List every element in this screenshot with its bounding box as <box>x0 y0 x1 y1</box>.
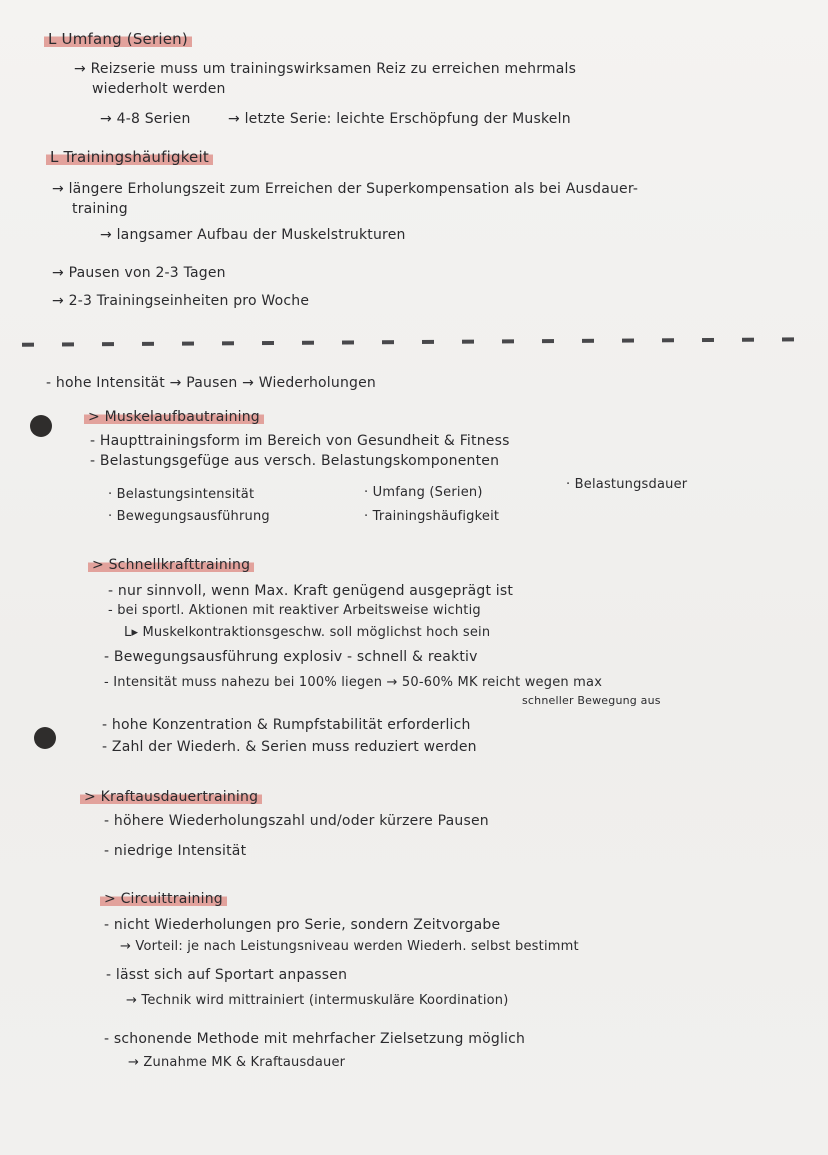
note-line: · Umfang (Serien) <box>364 485 483 500</box>
note-line: → langsamer Aufbau der Muskelstrukturen <box>100 227 406 243</box>
note-line: - Bewegungsausführung explosiv - schnell & reaktiv <box>104 649 478 665</box>
note-line: - niedrige Intensität <box>104 843 247 859</box>
note-line: - hohe Intensität → Pausen → Wiederholungen <box>46 375 376 391</box>
heading-muskelaufbautraining-text: > Muskelaufbautraining <box>84 409 264 425</box>
note-line: → Technik wird mittrainiert (intermuskuläre Koordination) <box>126 993 509 1008</box>
note-line: training <box>72 201 128 217</box>
note-line: - höhere Wiederholungszahl und/oder kürzere Pausen <box>104 813 489 829</box>
note-line: → längere Erholungszeit zum Erreichen der Superkompensation als bei Ausdauer- <box>52 181 639 197</box>
note-line: · Belastungsdauer <box>566 477 688 492</box>
hole-punch <box>34 727 56 749</box>
note-line: → Vorteil: je nach Leistungsniveau werden Wiederh. selbst bestimmt <box>120 939 579 954</box>
note-line: wiederholt werden <box>92 81 226 97</box>
heading-schnellkrafttraining-text: > Schnellkrafttraining <box>88 557 254 573</box>
heading-umfang-text: L Umfang (Serien) <box>44 30 192 48</box>
note-line: - Intensität muss nahezu bei 100% liegen → 50-60% MK reicht wegen max <box>104 675 603 690</box>
note-line: · Trainingshäufigkeit <box>364 509 500 524</box>
heading-muskelaufbautraining <box>84 408 264 426</box>
note-line: → 4-8 Serien <box>100 111 191 127</box>
note-line: · Belastungsintensität <box>108 487 255 502</box>
note-line: - Zahl der Wiederh. & Serien muss reduziert werden <box>102 739 477 755</box>
note-line: → Zunahme MK & Kraftausdauer <box>128 1055 346 1070</box>
note-line: → Reizserie muss um trainingswirksamen Reiz zu erreichen mehrmals <box>74 61 577 77</box>
note-line: - lässt sich auf Sportart anpassen <box>106 967 348 983</box>
note-line: L▸ Muskelkontraktionsgeschw. soll möglichst hoch sein <box>124 625 491 640</box>
note-line: - bei sportl. Aktionen mit reaktiver Arbeitsweise wichtig <box>108 603 481 618</box>
note-line: - Belastungsgefüge aus versch. Belastungskomponenten <box>90 453 500 469</box>
note-line: schneller Bewegung aus <box>522 694 661 707</box>
hole-punch <box>30 415 52 437</box>
heading-trainingshaeufigkeit <box>46 148 213 166</box>
note-line: - nicht Wiederholungen pro Serie, sondern Zeitvorgabe <box>104 917 501 933</box>
heading-circuittraining <box>100 890 227 908</box>
heading-schnellkrafttraining <box>88 556 254 574</box>
heading-kraftausdauertraining-text: > Kraftausdauertraining <box>80 789 262 805</box>
note-line: → 2-3 Trainingseinheiten pro Woche <box>52 293 310 309</box>
note-line: - hohe Konzentration & Rumpfstabilität erforderlich <box>102 717 471 733</box>
note-line: · Bewegungsausführung <box>108 509 270 524</box>
note-line: - schonende Methode mit mehrfacher Zielsetzung möglich <box>104 1031 526 1047</box>
heading-kraftausdauertraining <box>80 788 262 806</box>
heading-trainingshaeufigkeit-text: L Trainingshäufigkeit <box>46 148 213 166</box>
heading-umfang <box>44 30 192 48</box>
note-line: - Haupttrainingsform im Bereich von Gesundheit & Fitness <box>90 433 510 449</box>
note-line: → letzte Serie: leichte Erschöpfung der Muskeln <box>228 111 571 127</box>
note-line: → Pausen von 2-3 Tagen <box>52 265 226 281</box>
heading-circuittraining-text: > Circuittraining <box>100 891 227 907</box>
note-line: - nur sinnvoll, wenn Max. Kraft genügend ausgeprägt ist <box>108 583 514 599</box>
